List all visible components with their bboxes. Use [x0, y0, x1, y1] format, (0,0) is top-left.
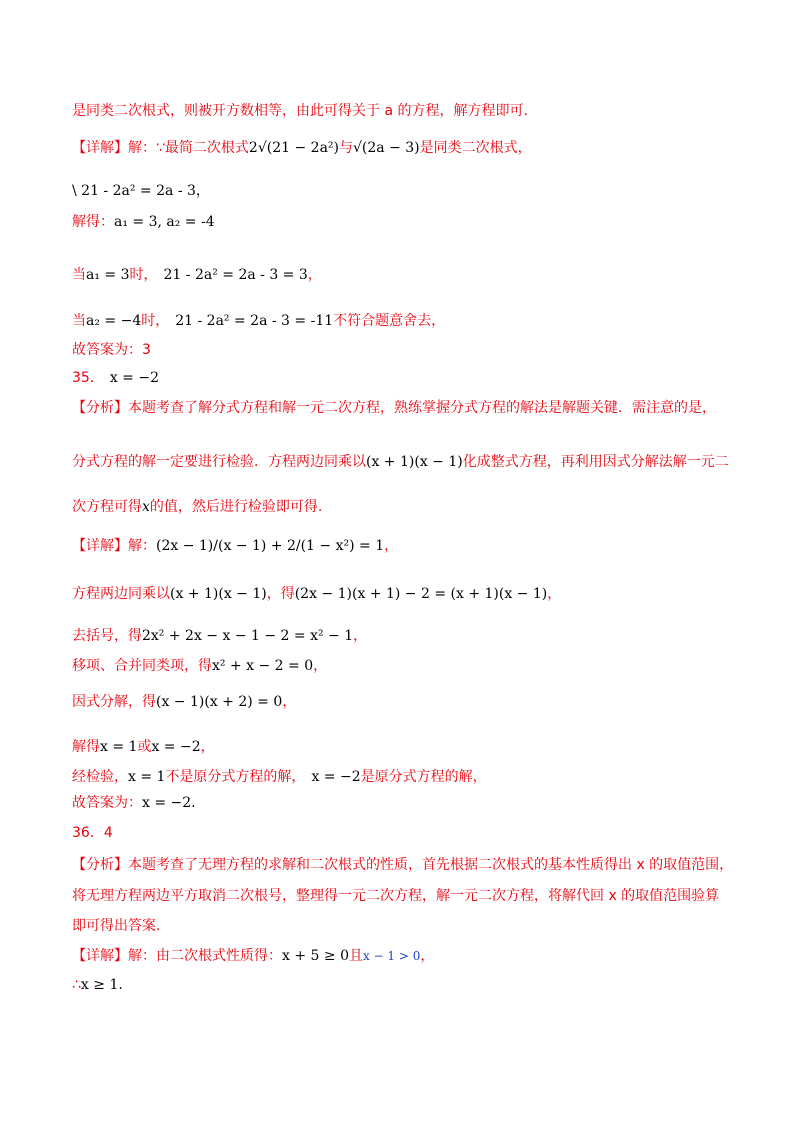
text-line	[72, 398, 716, 418]
math-expression: x = −2	[151, 739, 201, 755]
paragraph-text: 去括号，得	[72, 628, 142, 644]
text-line	[72, 767, 487, 787]
math-expression: x ≥ 1	[80, 977, 119, 993]
text-line	[72, 340, 151, 360]
paragraph-text: 【分析】本题考查了无理方程的求解和二次根式的性质，首先根据二次根式的基本性质得出 x 的取值范围，	[72, 857, 734, 873]
text-line	[72, 497, 322, 517]
text-line	[72, 855, 733, 875]
math-expression: x = −2	[142, 795, 192, 811]
text-line	[72, 946, 434, 966]
math-expression: a₁ = 3, a₂ = -4	[114, 214, 215, 230]
paragraph-text: ，	[282, 694, 297, 710]
paragraph-text: 分式方程的解一定要进行检验．方程两边同乘以	[72, 454, 366, 470]
paragraph-text: ，得	[266, 586, 295, 602]
paragraph-text: 的值，然后进行检验即可得.	[149, 499, 323, 515]
paragraph-text: ，	[547, 586, 562, 602]
math-expression: 21 - 2a² = 2a - 3 = 3	[163, 267, 308, 283]
math-expression: x = −2	[109, 370, 159, 386]
math-expression: a₁ = 3	[86, 267, 130, 283]
paragraph-text: ，	[420, 948, 435, 964]
paragraph-text: 是同类二次根式，则被开方数相等，由此可得关于 a 的方程，解方程即可.	[72, 103, 528, 119]
math-expression: (2x − 1)/(x − 1) + 2/(1 − x²) = 1	[156, 538, 385, 554]
math-expression: 2x² + 2x − x − 1 − 2 = x² − 1	[142, 628, 354, 644]
text-line	[72, 626, 367, 646]
math-expression: x = −2	[311, 769, 361, 785]
text-line	[72, 692, 296, 712]
paragraph-text: ∵最简二次根式	[156, 140, 249, 156]
paragraph-text: ，	[200, 739, 215, 755]
paragraph-text: 不符合题意舍去，	[333, 313, 446, 329]
paragraph-text: 不是原分式方程的解，	[165, 769, 306, 785]
paragraph-text: 时，	[129, 267, 158, 283]
math-expression: x = 1	[128, 769, 166, 785]
math-expression: (x + 1)(x − 1)	[170, 586, 267, 602]
text-line	[72, 656, 327, 676]
text-line	[72, 265, 322, 285]
math-expression: x + 5 ≥ 0	[282, 948, 349, 964]
math-expression: (2x − 1)(x + 1) − 2 = (x + 1)(x − 1)	[294, 586, 548, 602]
paragraph-text: 即可得出答案.	[72, 918, 161, 934]
text-line	[72, 536, 398, 556]
paragraph-text: 是原分式方程的解，	[360, 769, 487, 785]
question-number: 35．	[72, 370, 104, 386]
paragraph-text: 因式分解，得	[72, 694, 156, 710]
text-line	[72, 212, 215, 232]
paragraph-text: ，	[353, 628, 368, 644]
paragraph-text: 是同类二次根式，	[419, 140, 532, 156]
math-expression: x − 1 > 0	[362, 949, 421, 963]
text-line	[72, 793, 196, 813]
text-line	[72, 138, 532, 158]
text-line	[72, 916, 160, 936]
text-line	[72, 311, 445, 331]
paragraph-text: 与	[339, 140, 353, 156]
paragraph-text: 当	[72, 313, 86, 329]
paragraph-text: 或	[137, 739, 152, 755]
paragraph-text: 经检验，	[72, 769, 128, 785]
math-expression: \ 21 - 2a² = 2a - 3，	[72, 183, 210, 199]
paragraph-text: 解得	[72, 739, 100, 755]
paragraph-text: 方程两边同乘以	[72, 586, 170, 602]
math-expression: (x + 1)(x − 1)	[366, 454, 463, 470]
paragraph-text: 将无理方程两边平方取消二次根号，整理得一元二次方程，解一元二次方程，将解代回 x 的取值范围验算	[72, 888, 720, 904]
paragraph-text: 化成整式方程，再利用因式分解法解一元二	[462, 454, 729, 470]
detail-label: 【详解】解：	[72, 140, 156, 156]
math-expression: 2√(21 − 2a²)	[248, 140, 339, 156]
paragraph-text: 【分析】本题考查了解分式方程和解一元二次方程，熟练掌握分式方程的解法是解题关键．需注意的是，	[72, 400, 716, 416]
paragraph-text: ，	[307, 267, 322, 283]
text-line	[72, 181, 210, 201]
math-expression: a₂ = −4	[86, 313, 142, 329]
paragraph-text: 当	[72, 267, 86, 283]
paragraph-text: 时，	[141, 313, 170, 329]
paragraph-text: 且	[348, 948, 363, 964]
paragraph-text: .	[191, 795, 196, 811]
text-line	[72, 584, 561, 604]
math-expression: x² + x − 2 = 0	[212, 658, 314, 674]
text-line	[72, 737, 215, 757]
math-expression: x	[142, 499, 150, 515]
paragraph-text: ，	[384, 538, 399, 554]
math-expression: √(2a − 3)	[353, 140, 420, 156]
question-heading	[72, 368, 159, 388]
paragraph-text: .	[118, 977, 123, 993]
answer-text: 故答案为：3	[72, 342, 151, 358]
paragraph-text: 次方程可得	[72, 499, 142, 515]
paragraph-text: 解得：	[72, 214, 114, 230]
text-line	[72, 886, 719, 906]
text-line	[72, 101, 528, 121]
detail-label: 【详解】解：	[72, 538, 156, 554]
math-expression: x = 1	[100, 739, 138, 755]
question-heading	[72, 823, 113, 843]
paragraph-text: ，	[313, 658, 328, 674]
paragraph-text: 故答案为：	[72, 795, 142, 811]
math-expression: (x − 1)(x + 2) = 0	[156, 694, 283, 710]
math-expression: 21 - 2a² = 2a - 3 = -11	[175, 313, 334, 329]
paragraph-text: 移项、合并同类项，得	[72, 658, 212, 674]
text-line	[72, 975, 123, 995]
detail-label: 【详解】解：由二次根式性质得：	[72, 948, 282, 964]
text-line	[72, 452, 729, 472]
therefore-symbol: ∴	[72, 977, 81, 993]
question-number: 36．4	[72, 825, 113, 841]
